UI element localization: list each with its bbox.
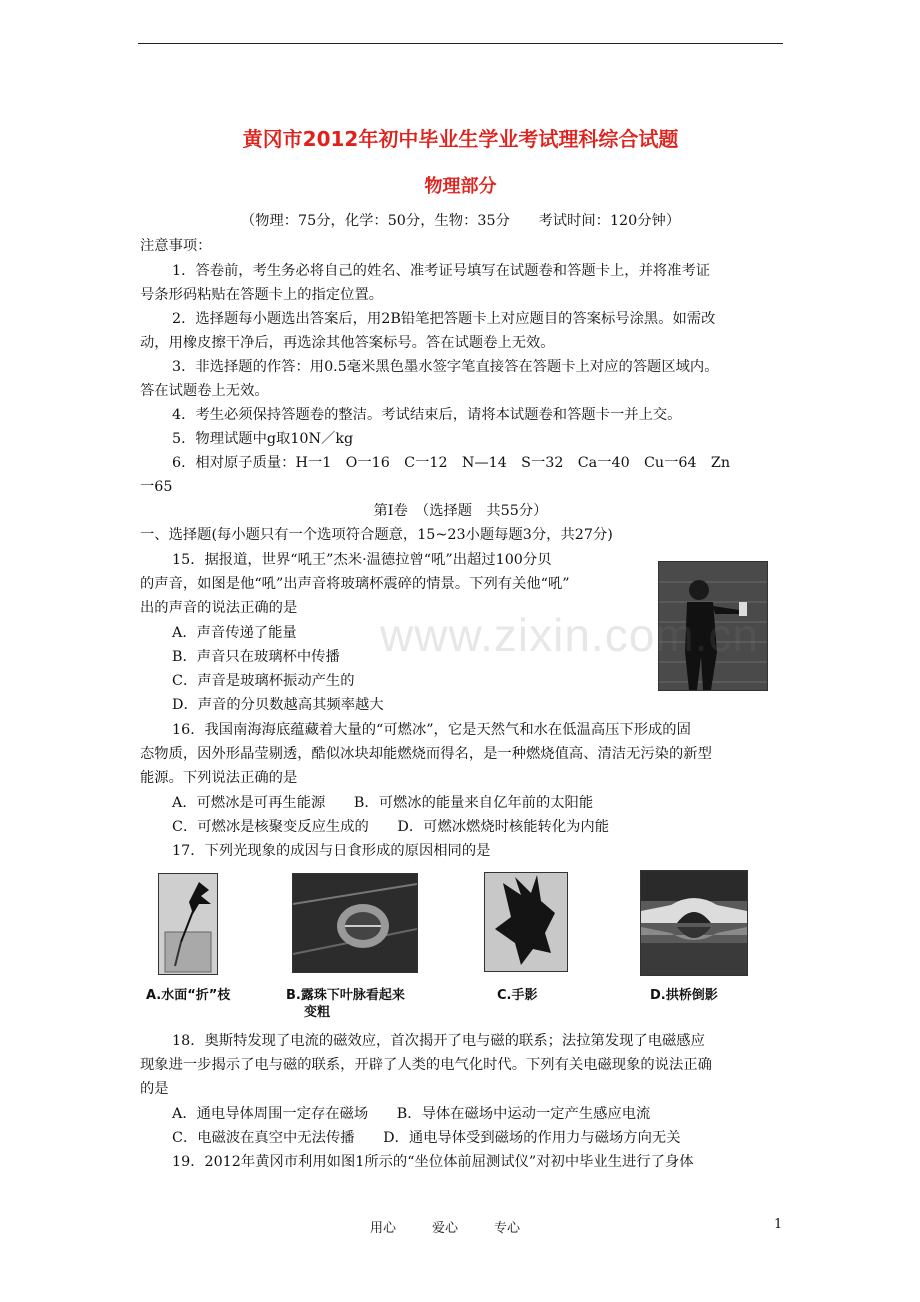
notice-line: 一65 — [140, 479, 173, 495]
q15-line: 的声音，如图是他“吼”出声音将玻璃杯震碎的情景。下列有关他“吼” — [140, 576, 570, 592]
caption-a: A.水面“折”枝 — [146, 988, 231, 1003]
footer-right: 专心 — [494, 1221, 521, 1236]
exam-subtitle: 物理部分 — [424, 176, 497, 197]
score-info: （物理：75分，化学：50分，生物：35分 考试时间：120分钟） — [240, 213, 681, 229]
notice-line: 1．答卷前，考生务必将自己的姓名、准考证号填写在试题卷和答题卡上，并将准考证 — [172, 263, 711, 279]
footer-middle: 爱心 — [432, 1221, 459, 1236]
q15-option: B．声音只在玻璃杯中传播 — [172, 649, 340, 665]
photo-a-drawing — [159, 874, 217, 974]
q18-option: C．电磁波在真空中无法传播 D．通电导体受到磁场的作用力与磁场方向无关 — [172, 1130, 681, 1146]
photo-d-drawing — [641, 871, 747, 975]
notice-line: 6．相对原子质量：H一1 O一16 C一12 N—14 S一32 Ca一40 Cu一64 Zn — [172, 455, 731, 471]
q16-line: 16．我国南海海底蕴藏着大量的“可燃冰”，它是天然气和水在低温高压下形成的固 — [172, 722, 691, 738]
caption-b-continued: 变粗 — [304, 1005, 331, 1020]
q15-line: 出的声音的说法正确的是 — [140, 600, 298, 616]
page-number: 1 — [774, 1217, 783, 1232]
notice-line: 号条形码粘贴在答题卡上的指定位置。 — [140, 287, 384, 303]
notice-line: 答在试题卷上无效。 — [140, 383, 269, 399]
q17-stem: 17．下列光现象的成因与日食形成的原因相同的是 — [172, 843, 491, 859]
caption-b: B.露珠下叶脉看起来 — [286, 988, 405, 1003]
section-heading: 一、选择题(每小题只有一个选项符合题意，15~23小题每题3分，共27分) — [140, 527, 613, 543]
q16-line: 态物质，因外形晶莹剔透，酷似冰块却能燃烧而得名，是一种燃烧值高、清洁无污染的新型 — [140, 746, 712, 762]
notice-heading: 注意事项： — [140, 238, 212, 254]
caption-c: C.手影 — [497, 988, 538, 1003]
q15-option: C．声音是玻璃杯振动产生的 — [172, 673, 355, 689]
notice-line: 5．物理试题中g取10N／kg — [172, 431, 354, 447]
photo-c-drawing — [485, 873, 567, 971]
photo-b-dewdrop — [292, 873, 418, 973]
q16-line: 能源。下列说法正确的是 — [140, 770, 298, 786]
notice-line: 动，用橡皮擦干净后，再选涂其他答案标号。答在试题卷上无效。 — [140, 335, 555, 351]
q16-option: C．可燃冰是核聚变反应生成的 D．可燃冰燃烧时核能转化为内能 — [172, 819, 610, 835]
photo-b-drawing — [293, 874, 417, 972]
q18-line: 现象进一步揭示了电与磁的联系，开辟了人类的电气化时代。下列有关电磁现象的说法正确 — [140, 1057, 712, 1073]
q18-line: 的是 — [140, 1081, 169, 1097]
q15-line: 15．据报道，世界“吼王”杰米·温德拉曾“吼”出超过100分贝 — [172, 552, 552, 568]
caption-d: D.拱桥倒影 — [650, 988, 718, 1003]
notice-line: 4．考生必须保持答题卷的整洁。考试结束后，请将本试题卷和答题卡一并上交。 — [172, 407, 682, 423]
notice-line: 2．选择题每小题选出答案后，用2B铅笔把答题卡上对应题目的答案标号涂黑。如需改 — [172, 311, 716, 327]
q15-option: A．声音传递了能量 — [172, 625, 297, 641]
q16-option: A．可燃冰是可再生能源 B．可燃冰的能量来自亿年前的太阳能 — [172, 795, 594, 811]
photo-c-hand-shadow — [484, 872, 568, 972]
top-rule — [138, 43, 783, 44]
photo-a-branch — [158, 873, 218, 975]
footer-left: 用心 — [370, 1221, 397, 1236]
q18-line: 18．奥斯特发现了电流的磁效应，首次揭开了电与磁的联系；法拉第发现了电磁感应 — [172, 1033, 705, 1049]
q15-option: D．声音的分贝数越高其频率越大 — [172, 697, 384, 713]
q18-option: A．通电导体周围一定存在磁场 B．导体在磁场中运动一定产生感应电流 — [172, 1106, 651, 1122]
photo-d-bridge — [640, 870, 748, 976]
exam-title: 黄冈市2012年初中毕业生学业考试理科综合试题 — [242, 127, 679, 151]
watermark: www.zixin.com.cn — [380, 609, 759, 661]
q19-line: 19．2012年黄冈市利用如图1所示的“坐位体前屈测试仪”对初中毕业生进行了身体 — [172, 1154, 694, 1170]
notice-line: 3．非选择题的作答：用0.5毫米黑色墨水签字笔直接答在答题卡上对应的答题区域内。 — [172, 359, 719, 375]
volume-heading: 第Ⅰ卷 （选择题 共55分） — [373, 503, 548, 519]
